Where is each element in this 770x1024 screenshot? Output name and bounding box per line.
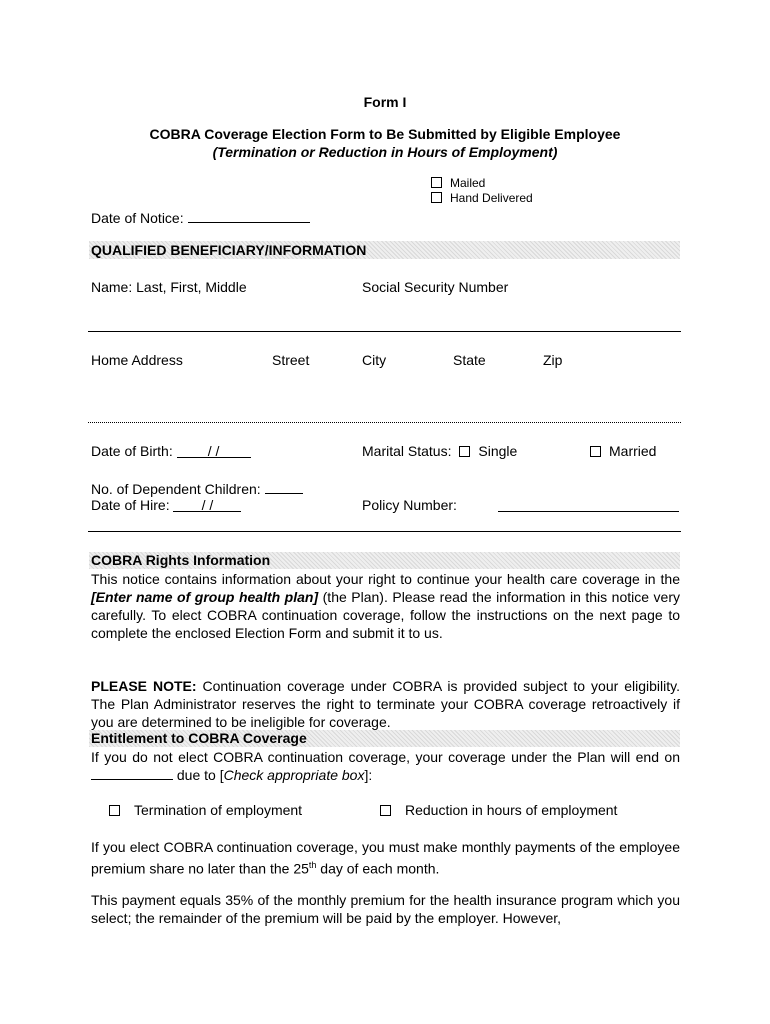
city-label: City — [362, 352, 387, 368]
marital-label: Marital Status: — [362, 443, 452, 459]
please-note-text: Continuation coverage under COBRA is provided subject to your eligibility. The Plan Administrator reserves the right to terminate your COBRA coverage retroactively if you are determined to be ineligible for coverage. — [91, 678, 680, 730]
hire-field[interactable]: / / — [173, 497, 241, 512]
entitlement-p1-b: due to [ — [173, 767, 224, 783]
coverage-end-date-field[interactable] — [91, 766, 173, 780]
zip-label: Zip — [543, 352, 563, 368]
plan-name-placeholder: [Enter name of group health plan] — [91, 589, 319, 605]
home-address-label: Home Address — [91, 352, 183, 368]
dob-label: Date of Birth: — [91, 443, 173, 459]
hand-delivered-label: Hand Delivered — [450, 191, 533, 205]
hire-label: Date of Hire: — [91, 497, 170, 513]
policy-field[interactable] — [498, 511, 679, 512]
marital-row — [362, 443, 517, 459]
hire-row — [91, 497, 241, 513]
policy-label: Policy Number: — [362, 497, 457, 513]
form-subtitle: (Termination or Reduction in Hours of Employment) — [212, 144, 558, 160]
termination-label: Termination of employment — [134, 802, 303, 818]
section-divider — [88, 531, 681, 532]
entitlement-p1-c: ]: — [364, 767, 373, 783]
date-of-notice-field[interactable] — [188, 208, 310, 223]
married-label: Married — [609, 443, 657, 459]
rights-heading: COBRA Rights Information — [89, 552, 680, 569]
married-option[interactable] — [590, 443, 656, 459]
name-line — [88, 331, 681, 332]
hand-delivered-option[interactable] — [431, 191, 533, 205]
single-checkbox[interactable] — [459, 446, 470, 457]
children-label: No. of Dependent Children: — [91, 481, 261, 497]
mailed-label: Mailed — [450, 176, 486, 190]
entitlement-p1-italic: Check appropriate box — [223, 767, 365, 783]
form-label: Form I — [363, 94, 407, 110]
rights-paragraph — [91, 570, 680, 642]
date-of-notice-label: Date of Notice: — [91, 210, 184, 226]
single-label: Single — [478, 443, 518, 459]
termination-checkbox[interactable] — [109, 805, 120, 816]
payment-p2-b: day of each month. — [316, 860, 440, 877]
rights-p1-b: (the Plan). Please read the information in this notice very carefully. To elect COBRA continuation coverage, follow the instructions on the next page to complete the enclosed Election Form and submit it to us. — [91, 589, 680, 641]
entitlement-heading: Entitlement to COBRA Coverage — [89, 730, 680, 747]
name-label: Name: Last, First, Middle — [91, 279, 247, 295]
married-checkbox[interactable] — [590, 446, 601, 457]
form-title: COBRA Coverage Election Form to Be Submitted by Eligible Employee — [149, 126, 621, 142]
qualified-beneficiary-heading: QUALIFIED BENEFICIARY/INFORMATION — [89, 241, 680, 259]
children-row — [91, 479, 303, 497]
mailed-option[interactable] — [431, 176, 485, 190]
mailed-checkbox[interactable] — [431, 177, 442, 188]
children-field[interactable] — [265, 479, 303, 494]
termination-option[interactable] — [109, 802, 302, 818]
address-line — [88, 422, 681, 423]
entitlement-p1-a: If you do not elect COBRA continuation coverage, your coverage under the Plan will end on — [91, 749, 680, 765]
payment-paragraph — [91, 838, 680, 878]
reduction-option[interactable] — [380, 802, 617, 818]
premium-paragraph: This payment equals 35% of the monthly premium for the health insurance program which you select; the remainder of the premium will be paid by the employer. However, — [91, 892, 680, 926]
payment-p2-sup: th — [308, 860, 317, 870]
state-label: State — [453, 352, 486, 368]
dob-field[interactable]: / / — [177, 443, 251, 458]
ssn-label: Social Security Number — [362, 279, 509, 295]
street-label: Street — [272, 352, 310, 368]
date-of-notice — [91, 208, 310, 226]
reduction-checkbox[interactable] — [380, 805, 391, 816]
entitlement-paragraph — [91, 748, 680, 784]
please-note-label: PLEASE NOTE: — [91, 678, 197, 694]
hand-delivered-checkbox[interactable] — [431, 192, 442, 203]
payment-p2-a: If you elect COBRA continuation coverage, you must make monthly payments of the employee premium share no later than the 25 — [91, 839, 680, 877]
rights-p1-a: This notice contains information about your right to continue your health care coverage in the — [91, 571, 680, 587]
please-note-paragraph — [91, 677, 680, 731]
reduction-label: Reduction in hours of employment — [405, 802, 618, 818]
dob-row — [91, 443, 251, 459]
